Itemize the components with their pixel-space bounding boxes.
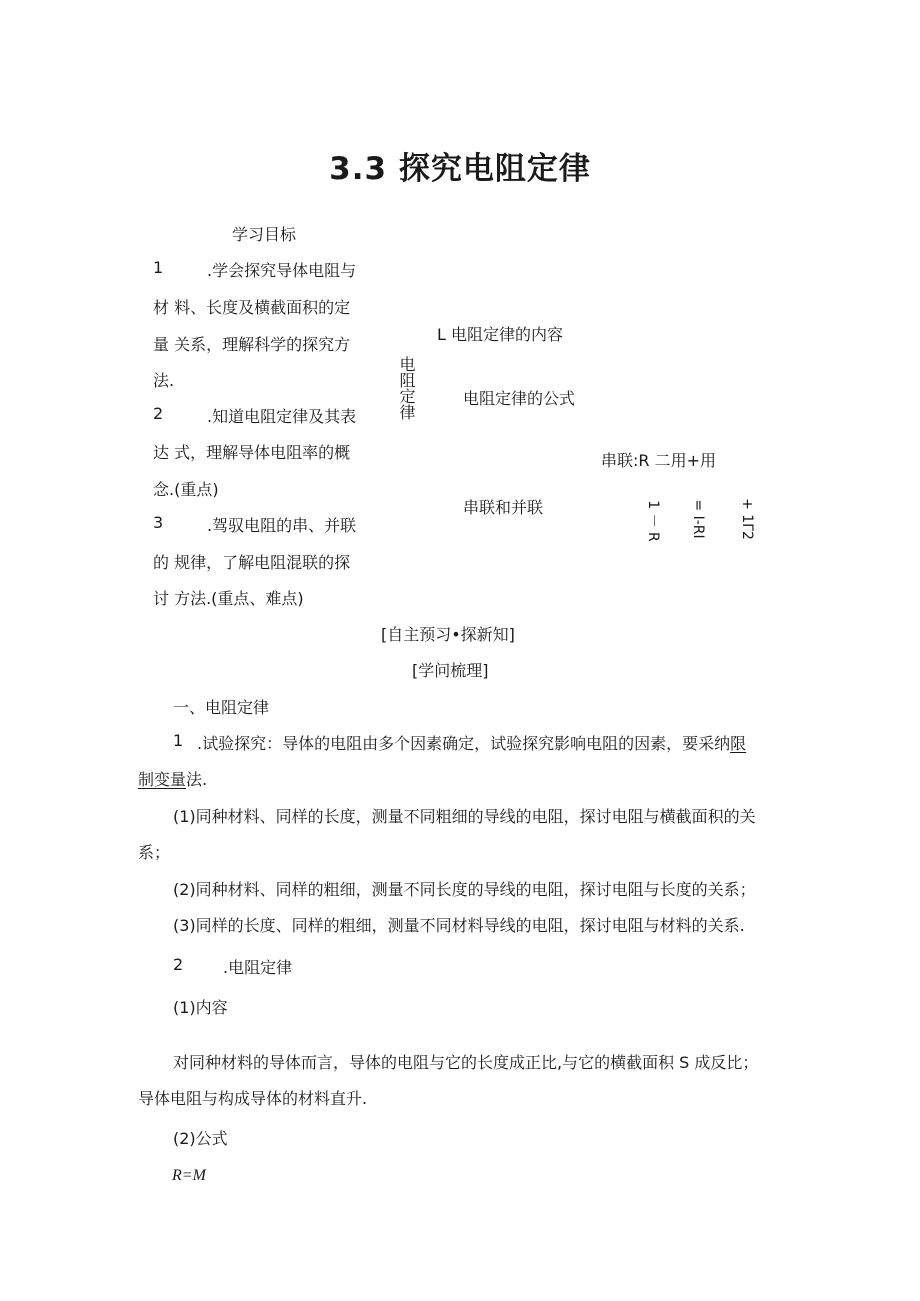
goals-heading: 学习目标	[232, 225, 297, 244]
goal-number: 1	[153, 258, 164, 277]
sub-item: (3)同样的长度、同样的粗细，测量不同材料导线的电阻，探讨电阻与材料的关系.	[173, 916, 745, 935]
preview-header: [自主预习•探新知]	[381, 625, 515, 644]
goal-line: 材 料、长度及横截面积的定	[153, 298, 351, 317]
goal-line: 法.	[153, 371, 175, 390]
formula: R=M	[172, 1167, 206, 1184]
item-text	[197, 731, 746, 754]
mindmap-root: 电阻定律	[397, 356, 416, 420]
item-text-main: .试验探究：导体的电阻由多个因素确定，试验探究影响电阻的因素，要采纳	[197, 734, 731, 753]
item-text: .电阻定律	[223, 958, 293, 977]
sub-item: (1)同种材料、同样的长度，测量不同粗细的导线的电阻，探讨电阻与横截面积的关	[173, 807, 756, 826]
content-label: (1)内容	[173, 998, 228, 1017]
parallel-formula-part: + 1Γ2	[739, 498, 755, 540]
formula-label: (2)公式	[173, 1129, 228, 1148]
goal-line: 念.(重点)	[153, 480, 219, 499]
content-text-continued: 导体电阻与构成导体的材料直升.	[138, 1089, 368, 1108]
goal-line: .知道电阻定律及其表	[207, 407, 357, 426]
item-text-continued	[138, 767, 207, 790]
sub-item-continued: 系；	[138, 843, 171, 862]
mindmap-branch-series-parallel: 串联和并联	[463, 498, 544, 517]
goal-line: 达 式，理解导体电阻率的概	[153, 443, 351, 462]
goal-line: 量 关系，理解科学的探究方	[153, 335, 351, 354]
goal-line: .学会探究导体电阻与	[207, 261, 357, 280]
item-text-end: 法.	[186, 770, 208, 789]
goal-line: .驾驭电阻的串、并联	[207, 516, 357, 535]
item-number: 1	[173, 731, 184, 750]
sub-item: (2)同种材料、同样的粗细，测量不同长度的导线的电阻，探讨电阻与长度的关系；	[173, 880, 756, 899]
underlined-term: 限	[730, 734, 747, 753]
goal-line: 讨 方法.(重点、难点)	[153, 589, 304, 608]
mindmap-branch-content: L 电阻定律的内容	[437, 325, 564, 344]
item-number: 2	[173, 955, 184, 974]
underlined-term: 制变量	[138, 770, 187, 789]
content-text: 对同种材料的导体而言，导体的电阻与它的长度成正比,与它的横截面积 S 成反比；	[173, 1053, 759, 1072]
parallel-formula-part: 1 － R	[645, 500, 661, 542]
goal-line: 的 规律，了解电阻混联的探	[153, 553, 351, 572]
series-formula: 串联:R 二用+用	[601, 451, 717, 470]
knowledge-header: [学问梳理]	[412, 661, 489, 680]
goal-number: 3	[153, 513, 164, 532]
page-title: 3.3 探究电阻定律	[329, 151, 591, 187]
parallel-formula-part: = I-RI	[690, 499, 706, 539]
part-title: 一、电阻定律	[173, 698, 270, 717]
goal-number: 2	[153, 404, 164, 423]
mindmap-branch-formula: 电阻定律的公式	[463, 389, 576, 408]
